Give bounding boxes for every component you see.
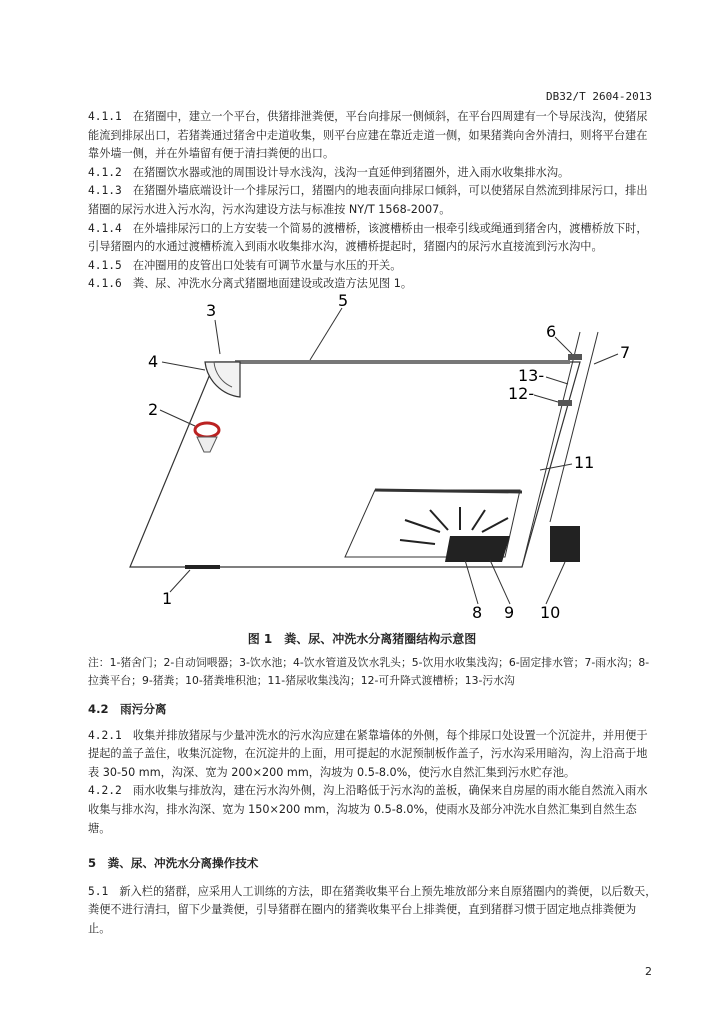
para-4-2-1: 4.2.1 收集并排放猪尿与少量冲洗水的污水沟应建在紧靠墙体的外侧，每个排尿口处设置一个沉淀井，并用便于提起的盖子盖住，收集沉淀物，在沉淀井的上面，用可提起的水泥预制板作盖子，污水沟采用暗沟，沟上沿高于地表 30-50 mm，沟深、宽为 200×200 mm，沟坡为 0.5-8.0%，使污水自然汇集到污水贮存池。 bbox=[88, 728, 648, 779]
label-6: 6 bbox=[546, 322, 557, 341]
label-5: 5 bbox=[338, 292, 349, 310]
label-12: 12- bbox=[508, 384, 535, 403]
urine-collect-gutter bbox=[375, 490, 522, 492]
drinking-pool bbox=[205, 362, 240, 397]
feeder-top bbox=[195, 423, 219, 437]
standard-code-header: DB32/T 2604-2013 bbox=[546, 90, 652, 103]
figure-caption: 图 1 粪、尿、冲洗水分离猪圈结构示意图 bbox=[247, 632, 477, 646]
section-5-title: 5 粪、尿、冲洗水分离操作技术 bbox=[88, 856, 259, 871]
section-4-1 bbox=[88, 108, 658, 294]
label-11: 11 bbox=[574, 453, 595, 472]
para-4-2-2: 4.2.2 雨水收集与排放沟，建在污水沟外侧，沟上沿略低于污水沟的盖板，确保来自房屋的雨水能自然流入雨水收集与排水沟，排水沟深、宽为 150×200 mm，沟坡为 0.5-8.0%，使雨水及部分冲洗水自然汇集到自然生态塘。 bbox=[88, 784, 648, 835]
para-4-1-1: 4.1.1 在猪圈中，建立一个平台，供猪排泄粪便，平台向排尿一侧倾斜，在平台四周建有一个导尿浅沟，使猪尿能流到排尿出口，若猪粪通过猪舍中走道收集，则平台应建在靠近走道一侧，如果猪粪向舍外清扫，则将平台建在靠外墙一侧，并在外墙留有便于清扫粪便的出口。 bbox=[88, 110, 648, 161]
label-7: 7 bbox=[620, 343, 631, 362]
page-number: 2 bbox=[645, 965, 652, 978]
para-4-1-6: 4.1.6 粪、尿、冲洗水分离式猪圈地面建设或改造方法见图 1。 bbox=[88, 277, 413, 291]
para-5-1: 5.1 新入栏的猪群，应采用人工训练的方法，即在猪粪收集平台上预先堆放部分来自原猪圈内的粪便，以后数天，粪便不进行清扫，留下少量粪便，引导猪群在圈内的猪粪收集平台上排粪便，直到猪群习惯于固定地点排粪便为止。 bbox=[88, 884, 657, 935]
feeder-body bbox=[197, 437, 217, 452]
liftable-trough-bridge bbox=[558, 400, 572, 406]
label-9: 9 bbox=[504, 603, 515, 622]
dung-storage-pit bbox=[550, 526, 580, 562]
para-4-1-5: 4.1.5 在冲圈用的皮管出口处装有可调节水量与水压的开关。 bbox=[88, 258, 402, 272]
figure-note: 注：1-猪舍门；2-自动饲喂器；3-饮水池；4-饮水管道及饮水乳头；5-饮用水收集浅沟；6-固定排水管；7-雨水沟；8-拉粪平台；9-猪粪；10-猪粪堆积池；11-猪尿收集浅沟；12-可升降式渡槽桥；13-污水沟 bbox=[88, 656, 650, 687]
section-4-2-title: 4.2 雨污分离 bbox=[88, 702, 167, 716]
fixed-drain-pipe bbox=[568, 354, 582, 360]
label-8: 8 bbox=[472, 603, 483, 622]
section-4-2 bbox=[88, 700, 658, 939]
label-1: 1 bbox=[162, 589, 173, 608]
para-4-1-4: 4.1.4 在外墙排尿污口的上方安装一个简易的渡槽桥，该渡槽桥由一根牵引线或绳通到猪舍内，渡槽桥放下时，引导猪圈内的水通过渡槽桥流入到雨水收集排水沟，渡槽桥提起时，猪圈内的尿污水直接流到污水沟中。 bbox=[88, 221, 648, 254]
pig-dung-pile bbox=[445, 536, 510, 562]
label-4: 4 bbox=[148, 352, 159, 371]
pig-pen-diagram bbox=[110, 292, 640, 622]
label-2: 2 bbox=[148, 400, 159, 419]
para-4-1-2: 4.1.2 在猪圈饮水器或池的周围设计导水浅沟，浅沟一直延伸到猪圈外，进入雨水收集排水沟。 bbox=[88, 165, 570, 179]
label-3: 3 bbox=[206, 301, 217, 320]
para-4-1-3: 4.1.3 在猪圈外墙底端设计一个排尿污口，猪圈内的地表面向排尿口倾斜，可以使猪尿自然流到排尿污口，排出猪圈的尿污水进入污水沟，污水沟建设方法与标准按 NY/T 1568-2007。 bbox=[88, 184, 648, 216]
label-10: 10 bbox=[540, 603, 561, 622]
label-13: 13- bbox=[518, 366, 545, 385]
